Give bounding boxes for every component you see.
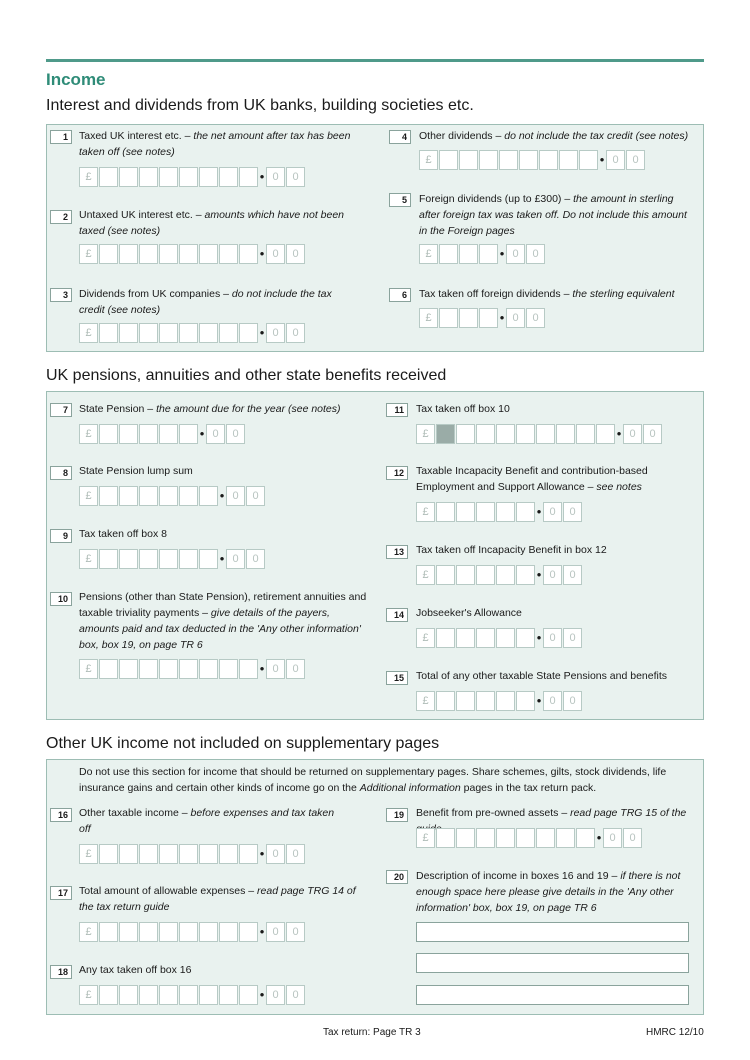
- decimal-point: •: [259, 325, 265, 340]
- other-income-intro: Do not use this section for income that should be returned on supplementary pages. Share schemes, gilts, stock dividends, life insurance gains and certain other kinds of income go on the Additional information pages in the tax return pack.: [79, 766, 667, 794]
- box-17-amount-field[interactable]: [79, 921, 306, 943]
- pence-cell: 0: [623, 424, 642, 444]
- digit-cell: [456, 424, 475, 444]
- digit-cell: [496, 628, 515, 648]
- digit-cell: [436, 424, 455, 444]
- digit-cell: [179, 167, 198, 187]
- pence-cell: 0: [506, 244, 525, 264]
- page-title: Income: [46, 70, 106, 89]
- decimal-point: •: [536, 504, 542, 519]
- digit-cell: [219, 323, 238, 343]
- digit-cell: [199, 244, 218, 264]
- decimal-point: •: [259, 987, 265, 1002]
- digit-cell: [119, 244, 138, 264]
- box-4-amount-field[interactable]: [419, 149, 646, 171]
- currency-symbol: £: [79, 985, 98, 1005]
- digit-cell: [496, 502, 515, 522]
- box-20-description-line-2[interactable]: [416, 953, 689, 973]
- digit-cell: [436, 628, 455, 648]
- box-6-label: Tax taken off foreign dividends – the sterling equivalent: [419, 288, 675, 300]
- digit-cell: [439, 244, 458, 264]
- pence-cell: 0: [543, 502, 562, 522]
- box-10-label: Pensions (other than State Pension), retirement annuities and taxable triviality payments – give details of the payers, amounts paid and tax deducted in the 'Any other information' box, box 19, on page TR 6: [79, 591, 367, 651]
- box-14-label: Jobseeker's Allowance: [416, 607, 522, 619]
- digit-cell: [99, 323, 118, 343]
- digit-cell: [139, 985, 158, 1005]
- digit-cell: [159, 922, 178, 942]
- digit-cell: [219, 922, 238, 942]
- pence-cell: 0: [563, 691, 582, 711]
- box-number: 17: [50, 886, 72, 900]
- pence-cell: 0: [286, 323, 305, 343]
- digit-cell: [496, 424, 515, 444]
- digit-cell: [179, 659, 198, 679]
- pence-cell: 0: [266, 167, 285, 187]
- digit-cell: [219, 985, 238, 1005]
- pence-cell: 0: [526, 244, 545, 264]
- digit-cell: [139, 659, 158, 679]
- decimal-point: •: [499, 310, 505, 325]
- currency-symbol: £: [416, 828, 435, 848]
- decimal-point: •: [259, 924, 265, 939]
- section-title-interest: Interest and dividends from UK banks, building societies etc.: [46, 97, 474, 114]
- digit-cell: [139, 424, 158, 444]
- box-1-label: Taxed UK interest etc. – the net amount after tax has been taken off (see notes): [79, 130, 351, 158]
- digit-cell: [539, 150, 558, 170]
- box-number: 1: [50, 130, 72, 144]
- digit-cell: [139, 244, 158, 264]
- digit-cell: [159, 549, 178, 569]
- digit-cell: [219, 167, 238, 187]
- box-5-label: Foreign dividends (up to £300) – the amount in sterling after foreign tax was taken off. Do not include this amount in the Foreign pages: [419, 193, 687, 237]
- digit-cell: [436, 691, 455, 711]
- digit-cell: [99, 844, 118, 864]
- digit-cell: [119, 985, 138, 1005]
- digit-cell: [119, 922, 138, 942]
- box-number: 16: [50, 808, 72, 822]
- decimal-point: •: [259, 169, 265, 184]
- digit-cell: [99, 922, 118, 942]
- digit-cell: [476, 691, 495, 711]
- digit-cell: [496, 828, 515, 848]
- box-number: 13: [386, 545, 408, 559]
- box-number: 6: [389, 288, 411, 302]
- box-20-label: Description of income in boxes 16 and 19 – if there is not enough space here please give details in the 'Any other information' box, box 19, on page TR 6: [416, 870, 681, 914]
- pence-cell: 0: [246, 486, 265, 506]
- digit-cell: [536, 828, 555, 848]
- box-6-amount-field[interactable]: [419, 307, 546, 329]
- currency-symbol: £: [79, 244, 98, 264]
- digit-cell: [239, 659, 258, 679]
- box-18-amount-field[interactable]: [79, 984, 306, 1006]
- digit-cell: [99, 167, 118, 187]
- box-5-amount-field[interactable]: [419, 243, 546, 265]
- digit-cell: [439, 308, 458, 328]
- decimal-point: •: [536, 630, 542, 645]
- digit-cell: [199, 486, 218, 506]
- digit-cell: [199, 549, 218, 569]
- digit-cell: [199, 844, 218, 864]
- digit-cell: [179, 549, 198, 569]
- currency-symbol: £: [79, 323, 98, 343]
- digit-cell: [159, 323, 178, 343]
- box-number: 2: [50, 210, 72, 224]
- currency-symbol: £: [79, 549, 98, 569]
- digit-cell: [239, 985, 258, 1005]
- pence-cell: 0: [226, 424, 245, 444]
- digit-cell: [239, 323, 258, 343]
- pence-cell: 0: [526, 308, 545, 328]
- pence-cell: 0: [623, 828, 642, 848]
- box-15-amount-field[interactable]: [416, 690, 583, 712]
- pence-cell: 0: [246, 549, 265, 569]
- digit-cell: [436, 828, 455, 848]
- box-number: 11: [386, 403, 408, 417]
- box-20-description-line-1[interactable]: [416, 922, 689, 942]
- digit-cell: [119, 167, 138, 187]
- box-number: 19: [386, 808, 408, 822]
- digit-cell: [119, 424, 138, 444]
- currency-symbol: £: [416, 565, 435, 585]
- box-16-amount-field[interactable]: [79, 843, 306, 865]
- box-2-label: Untaxed UK interest etc. – amounts which have not been taxed (see notes): [79, 209, 345, 237]
- box-8-amount-field[interactable]: [79, 485, 266, 507]
- pence-cell: 0: [563, 502, 582, 522]
- digit-cell: [99, 659, 118, 679]
- digit-cell: [556, 828, 575, 848]
- box-number: 14: [386, 608, 408, 622]
- decimal-point: •: [219, 551, 225, 566]
- box-18-label: Any tax taken off box 16: [79, 964, 192, 976]
- pence-cell: 0: [286, 844, 305, 864]
- digit-cell: [99, 985, 118, 1005]
- decimal-point: •: [259, 246, 265, 261]
- digit-cell: [596, 424, 615, 444]
- box-number: 15: [386, 671, 408, 685]
- digit-cell: [459, 150, 478, 170]
- digit-cell: [459, 308, 478, 328]
- digit-cell: [199, 323, 218, 343]
- currency-symbol: £: [79, 167, 98, 187]
- currency-symbol: £: [79, 844, 98, 864]
- pence-cell: 0: [226, 486, 245, 506]
- digit-cell: [219, 844, 238, 864]
- digit-cell: [199, 922, 218, 942]
- digit-cell: [439, 150, 458, 170]
- digit-cell: [436, 502, 455, 522]
- digit-cell: [119, 549, 138, 569]
- currency-symbol: £: [419, 308, 438, 328]
- pence-cell: 0: [266, 244, 285, 264]
- digit-cell: [119, 323, 138, 343]
- pence-cell: 0: [563, 565, 582, 585]
- decimal-point: •: [499, 246, 505, 261]
- box-10-amount-field[interactable]: [79, 658, 306, 680]
- box-9-label: Tax taken off box 8: [79, 528, 167, 540]
- pence-cell: 0: [286, 244, 305, 264]
- box-2-amount-field[interactable]: [79, 243, 306, 265]
- currency-symbol: £: [416, 424, 435, 444]
- digit-cell: [179, 323, 198, 343]
- digit-cell: [139, 922, 158, 942]
- decimal-point: •: [599, 152, 605, 167]
- decimal-point: •: [259, 846, 265, 861]
- decimal-point: •: [199, 426, 205, 441]
- pence-cell: 0: [286, 985, 305, 1005]
- box-7-amount-field[interactable]: [79, 423, 246, 445]
- digit-cell: [139, 486, 158, 506]
- decimal-point: •: [219, 488, 225, 503]
- section-title-pensions: UK pensions, annuities and other state benefits received: [46, 367, 447, 384]
- pence-cell: 0: [266, 844, 285, 864]
- pence-cell: 0: [563, 628, 582, 648]
- digit-cell: [456, 565, 475, 585]
- decimal-point: •: [259, 661, 265, 676]
- box-number: 20: [386, 870, 408, 884]
- digit-cell: [139, 323, 158, 343]
- currency-symbol: £: [79, 424, 98, 444]
- box-13-label: Tax taken off Incapacity Benefit in box 12: [416, 544, 607, 556]
- pence-cell: 0: [266, 659, 285, 679]
- digit-cell: [456, 628, 475, 648]
- box-number: 12: [386, 466, 408, 480]
- box-number: 10: [50, 592, 72, 606]
- digit-cell: [159, 167, 178, 187]
- digit-cell: [516, 628, 535, 648]
- box-17-label: Total amount of allowable expenses – read page TRG 14 of the tax return guide: [79, 885, 356, 913]
- digit-cell: [516, 424, 535, 444]
- currency-symbol: £: [419, 244, 438, 264]
- box-3-amount-field[interactable]: [79, 322, 306, 344]
- digit-cell: [179, 424, 198, 444]
- box-number: 7: [50, 403, 72, 417]
- box-8-label: State Pension lump sum: [79, 465, 193, 477]
- page-footer: Tax return: Page TR 3: [323, 1027, 421, 1038]
- digit-cell: [219, 659, 238, 679]
- digit-cell: [559, 150, 578, 170]
- digit-cell: [476, 628, 495, 648]
- pence-cell: 0: [206, 424, 225, 444]
- pence-cell: 0: [266, 922, 285, 942]
- digit-cell: [516, 691, 535, 711]
- digit-cell: [239, 922, 258, 942]
- box-11-amount-field[interactable]: [416, 423, 663, 445]
- digit-cell: [99, 549, 118, 569]
- currency-symbol: £: [79, 659, 98, 679]
- box-13-amount-field[interactable]: [416, 564, 583, 586]
- digit-cell: [239, 167, 258, 187]
- box-20-description-line-3[interactable]: [416, 985, 689, 1005]
- digit-cell: [199, 659, 218, 679]
- digit-cell: [159, 659, 178, 679]
- digit-cell: [199, 985, 218, 1005]
- digit-cell: [496, 565, 515, 585]
- currency-symbol: £: [79, 922, 98, 942]
- box-3-label: Dividends from UK companies – do not include the tax credit (see notes): [79, 288, 332, 316]
- decimal-point: •: [536, 567, 542, 582]
- digit-cell: [436, 565, 455, 585]
- decimal-point: •: [596, 830, 602, 845]
- digit-cell: [479, 150, 498, 170]
- pence-cell: 0: [543, 691, 562, 711]
- digit-cell: [576, 424, 595, 444]
- digit-cell: [499, 150, 518, 170]
- box-19-label: Benefit from pre-owned assets – read page TRG 15 of the: [416, 807, 687, 819]
- pence-cell: 0: [286, 922, 305, 942]
- digit-cell: [99, 486, 118, 506]
- digit-cell: [496, 691, 515, 711]
- digit-cell: [99, 424, 118, 444]
- digit-cell: [516, 828, 535, 848]
- digit-cell: [159, 424, 178, 444]
- pence-cell: 0: [266, 985, 285, 1005]
- digit-cell: [159, 244, 178, 264]
- box-16-label: Other taxable income – before expenses and tax taken off: [79, 807, 335, 835]
- form-code: HMRC 12/10: [646, 1027, 704, 1038]
- box-12-label: Taxable Incapacity Benefit and contribution-based Employment and Support Allowance – see notes: [416, 465, 648, 493]
- digit-cell: [476, 565, 495, 585]
- section-title-other: Other UK income not included on supplementary pages: [46, 735, 440, 752]
- currency-symbol: £: [416, 502, 435, 522]
- digit-cell: [139, 167, 158, 187]
- digit-cell: [459, 244, 478, 264]
- box-number: 18: [50, 965, 72, 979]
- digit-cell: [239, 844, 258, 864]
- box-number: 8: [50, 466, 72, 480]
- pence-cell: 0: [506, 308, 525, 328]
- pence-cell: 0: [286, 659, 305, 679]
- pence-cell: 0: [643, 424, 662, 444]
- digit-cell: [99, 244, 118, 264]
- box-1-amount-field[interactable]: [79, 166, 306, 188]
- digit-cell: [179, 922, 198, 942]
- digit-cell: [139, 844, 158, 864]
- digit-cell: [479, 308, 498, 328]
- digit-cell: [456, 502, 475, 522]
- digit-cell: [179, 985, 198, 1005]
- pence-cell: 0: [543, 565, 562, 585]
- digit-cell: [516, 502, 535, 522]
- pence-cell: 0: [286, 167, 305, 187]
- box-7-label: State Pension – the amount due for the year (see notes): [79, 403, 341, 415]
- box-15-label: Total of any other taxable State Pensions and benefits: [416, 670, 668, 682]
- box-9-amount-field[interactable]: [79, 548, 266, 570]
- digit-cell: [179, 486, 198, 506]
- pence-cell: 0: [543, 628, 562, 648]
- decimal-point: •: [616, 426, 622, 441]
- pence-cell: 0: [606, 150, 625, 170]
- pence-cell: 0: [603, 828, 622, 848]
- digit-cell: [556, 424, 575, 444]
- digit-cell: [579, 150, 598, 170]
- digit-cell: [576, 828, 595, 848]
- digit-cell: [476, 502, 495, 522]
- header-rule: [46, 59, 704, 62]
- digit-cell: [159, 844, 178, 864]
- box-number: 5: [389, 193, 411, 207]
- digit-cell: [119, 659, 138, 679]
- box-number: 4: [389, 130, 411, 144]
- digit-cell: [456, 828, 475, 848]
- box-11-label: Tax taken off box 10: [416, 403, 510, 415]
- digit-cell: [119, 486, 138, 506]
- box-4-label: Other dividends – do not include the tax credit (see notes): [419, 130, 689, 142]
- digit-cell: [536, 424, 555, 444]
- digit-cell: [119, 844, 138, 864]
- digit-cell: [479, 244, 498, 264]
- currency-symbol: £: [79, 486, 98, 506]
- digit-cell: [159, 486, 178, 506]
- digit-cell: [219, 244, 238, 264]
- digit-cell: [476, 828, 495, 848]
- decimal-point: •: [536, 693, 542, 708]
- digit-cell: [239, 244, 258, 264]
- box-12-amount-field[interactable]: [416, 501, 583, 523]
- pence-cell: 0: [226, 549, 245, 569]
- digit-cell: [476, 424, 495, 444]
- digit-cell: [139, 549, 158, 569]
- box-19-amount-field[interactable]: [416, 827, 643, 849]
- digit-cell: [519, 150, 538, 170]
- pence-cell: 0: [266, 323, 285, 343]
- currency-symbol: £: [419, 150, 438, 170]
- digit-cell: [456, 691, 475, 711]
- digit-cell: [179, 244, 198, 264]
- digit-cell: [179, 844, 198, 864]
- box-number: 3: [50, 288, 72, 302]
- box-number: 9: [50, 529, 72, 543]
- digit-cell: [199, 167, 218, 187]
- digit-cell: [159, 985, 178, 1005]
- box-14-amount-field[interactable]: [416, 627, 583, 649]
- pence-cell: 0: [626, 150, 645, 170]
- currency-symbol: £: [416, 691, 435, 711]
- currency-symbol: £: [416, 628, 435, 648]
- digit-cell: [516, 565, 535, 585]
